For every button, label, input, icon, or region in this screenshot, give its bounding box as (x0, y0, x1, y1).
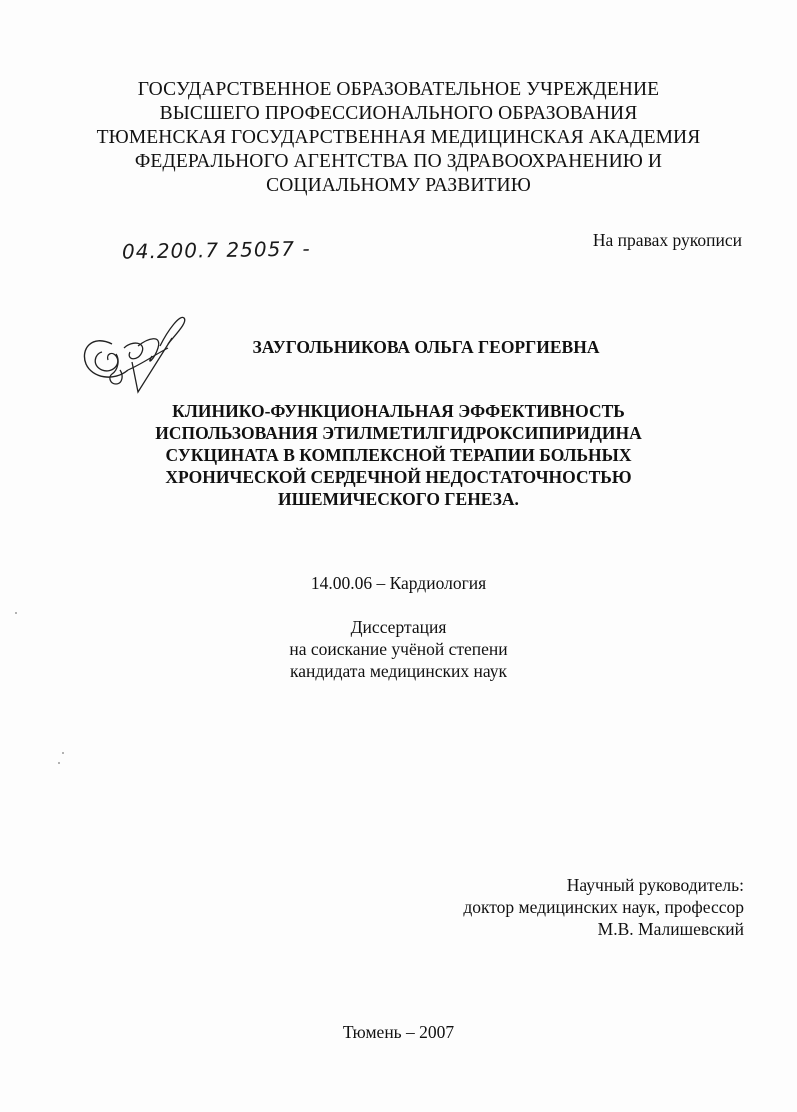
institution-line: СОЦИАЛЬНОМУ РАЗВИТИЮ (266, 175, 531, 196)
institution-line: ТЮМЕНСКАЯ ГОСУДАРСТВЕННАЯ МЕДИЦИНСКАЯ АКАДЕМИЯ (96, 127, 701, 148)
city-year: Тюмень – 2007 (342, 1022, 455, 1042)
author-name: ЗАУГОЛЬНИКОВА ОЛЬГА ГЕОРГИЕВНА (252, 337, 600, 357)
scan-speck (62, 752, 64, 754)
title-line: ИШЕМИЧЕСКОГО ГЕНЕЗА. (278, 489, 519, 509)
supervisor-line: М.В. Малишевский (597, 919, 744, 939)
degree-line: на соискание учёной степени (289, 639, 508, 659)
degree-line: кандидата медицинских наук (289, 661, 508, 681)
title-line: СУКЦИНАТА В КОМПЛЕКСНОЙ ТЕРАПИИ БОЛЬНЫХ (165, 445, 632, 465)
specialty-code: 14.00.06 – Кардиология (310, 573, 487, 593)
scan-speck (58, 762, 60, 764)
supervisor-line: доктор медицинских наук, профессор (463, 897, 744, 917)
scan-speck (15, 612, 17, 614)
supervisor-line: Научный руководитель: (566, 875, 744, 895)
title-line: ИСПОЛЬЗОВАНИЯ ЭТИЛМЕТИЛГИДРОКСИПИРИДИНА (155, 423, 642, 443)
degree-line: Диссертация (350, 617, 447, 637)
institution-line: ФЕДЕРАЛЬНОГО АГЕНТСТВА ПО ЗДРАВООХРАНЕНИЮ И (134, 151, 663, 172)
title-line: КЛИНИКО-ФУНКЦИОНАЛЬНАЯ ЭФФЕКТИВНОСТЬ (172, 401, 625, 421)
degree-info (0, 616, 797, 682)
title-line: ХРОНИЧЕСКОЙ СЕРДЕЧНОЙ НЕДОСТАТОЧНОСТЬЮ (165, 467, 632, 487)
institution-header (0, 78, 797, 198)
institution-line: ВЫСШЕГО ПРОФЕССИОНАЛЬНОГО ОБРАЗОВАНИЯ (159, 103, 638, 124)
rights-note: На правах рукописи (592, 230, 742, 250)
dissertation-title (0, 400, 797, 510)
supervisor-block (463, 874, 744, 940)
handwritten-registration-number: 04.200.7 25057 - (121, 236, 311, 264)
institution-line: ГОСУДАРСТВЕННОЕ ОБРАЗОВАТЕЛЬНОЕ УЧРЕЖДЕНИЕ (137, 79, 660, 100)
